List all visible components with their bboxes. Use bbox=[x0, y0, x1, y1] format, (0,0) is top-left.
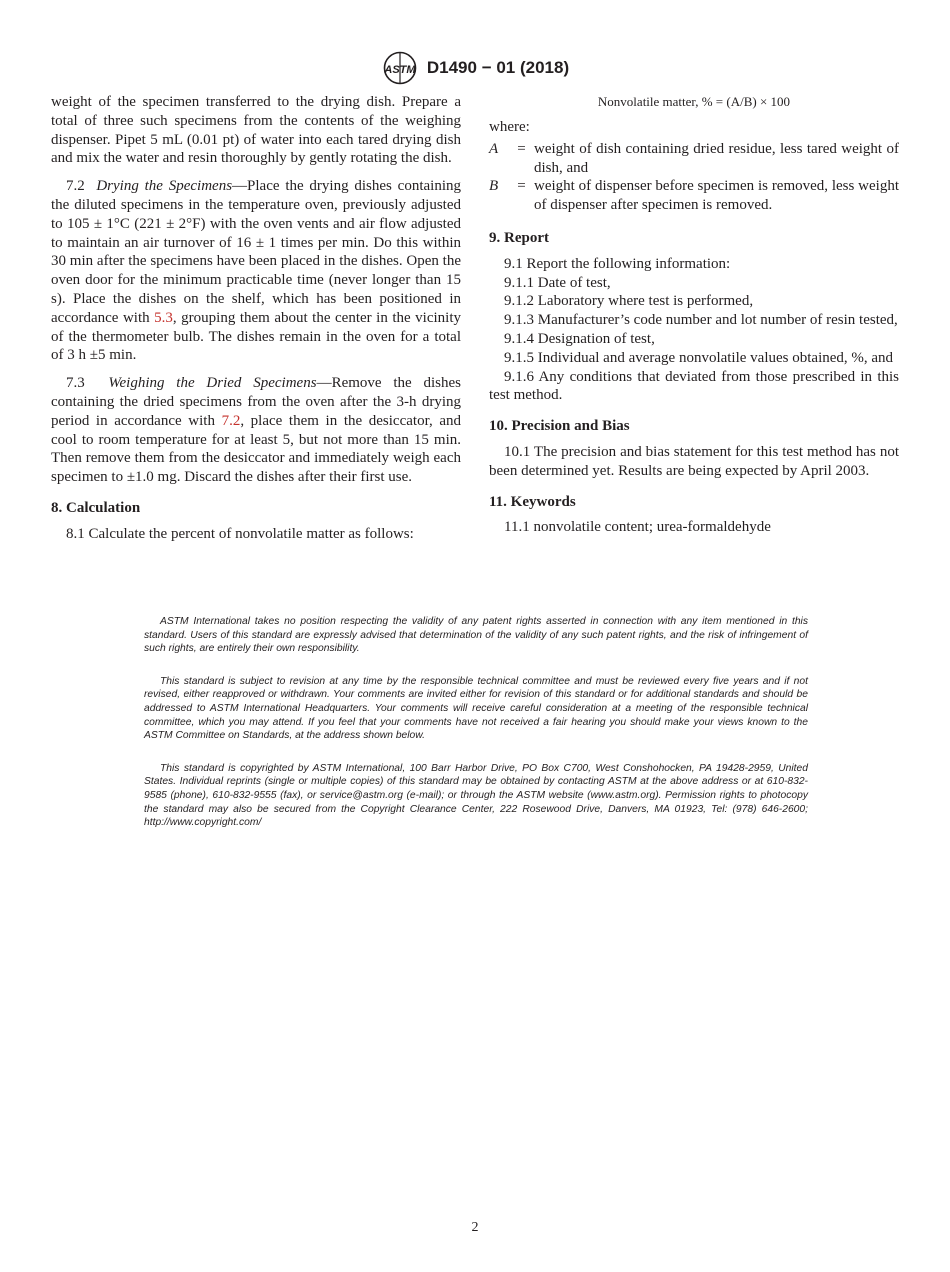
definition-variable: B bbox=[489, 178, 499, 195]
variable-definitions bbox=[489, 140, 899, 215]
para-text: , grouping them about the center in the vicinity of the thermometer bulb. The dishes remain in the oven for a total of 3 h ±5 min. bbox=[51, 309, 462, 364]
left-column bbox=[51, 93, 461, 544]
section-heading-keywords: 11. Keywords bbox=[489, 493, 576, 510]
paragraph-7-3 bbox=[51, 374, 461, 487]
standard-designation: D1490 − 01 (2018) bbox=[426, 58, 570, 77]
definition-equals: = bbox=[517, 140, 526, 157]
para-text: —Remove the dishes containing the dried specimens from the oven after the 3-h drying period in accordance with bbox=[51, 375, 461, 429]
right-column bbox=[489, 93, 899, 537]
para-text: —Place the drying dishes containing the diluted specimens in the temperature oven, previously adjusted to 105 ± 1°C (221 ± 2°F) with the oven vents and air flow adjusted to maintain an air turnover of 16 ± 1 times per min. Do this within 30 min after the specimens have been placed in the dishes. Open the oven door for the minimum practicable time (never longer than 15 s). Place the dishes on the shelf, which has been positioned in accordance with bbox=[51, 178, 461, 326]
revision-notice: This standard is subject to revision at any time by the responsible technical committee and must be reviewed every five years and if not revised, either reapproved or withdrawn. Your comments are invited either for revision of this standard or for additional standards and should be addressed to ASTM International Headquarters. Your comments will receive careful consideration at a meeting of the responsible technical committee, which you may attend. If you feel that your comments have not received a fair hearing you should make your views known to the ASTM Committee on Standards, at the address shown below. bbox=[144, 675, 808, 742]
section-ref-link[interactable]: 5.3 bbox=[154, 309, 173, 326]
equation: Nonvolatile matter, % = (A/B) × 100 bbox=[597, 94, 791, 109]
section-heading-calculation: 8. Calculation bbox=[51, 499, 141, 516]
copyright-notice: This standard is copyrighted by ASTM International, 100 Barr Harbor Drive, PO Box C700, West Conshohocken, PA 19428-2959, United States. Individual reprints (single or multiple copies) of this standard may be obtained by contacting ASTM at the above address or at 610-832-9585 (phone), 610-832-9555 (fax), or service@astm.org (e-mail); or through the ASTM website (www.astm.org). Permission rights to photocopy the standard may also be secured from the Copyright Clearance Center, 222 Rosewood Drive, Danvers, MA 01923, Tel: (978) 646-2600; http://www.copyright.com/ bbox=[144, 762, 808, 829]
paragraph-10-1: 10.1 The precision and bias statement for this test method has not been determined yet. Results are being expected by April 2003. bbox=[489, 443, 899, 479]
patent-notice: ASTM International takes no position respecting the validity of any patent rights asserted in connection with any item mentioned in this standard. Users of this standard are expressly advised that determination of the validity of any such patent rights, and the risk of infringement of such rights, are entirely their own responsibility. bbox=[144, 616, 808, 655]
list-item: 9.1.3 Manufacturer’s code number and lot number of resin tested, bbox=[504, 312, 898, 329]
para-title: Drying the Specimens bbox=[96, 178, 233, 195]
paragraph-7-2 bbox=[51, 177, 461, 365]
definition-equals: = bbox=[517, 178, 526, 195]
page-number: 2 bbox=[471, 1220, 479, 1235]
para-number: 7.3 bbox=[66, 375, 85, 392]
list-item: 9.1.2 Laboratory where test is performed, bbox=[504, 293, 754, 310]
section-heading-report: 9. Report bbox=[489, 229, 549, 246]
definition-row bbox=[489, 140, 899, 178]
definition-text: weight of dispenser before specimen is removed, less weight of dispenser after specimen is removed. bbox=[534, 178, 899, 214]
continuation-paragraph: weight of the specimen transferred to the drying dish. Prepare a total of three such specimens from the contents of the weighing dispenser. Pipet 5 mL (0.01 pt) of water into each tared drying dish and mix the water and resin thoroughly by gently rotating the dish. bbox=[51, 94, 461, 167]
para-title: Weighing the Dried Specimens bbox=[108, 375, 317, 392]
where-label: where: bbox=[489, 119, 530, 135]
definition-variable: A bbox=[489, 140, 499, 157]
definition-row bbox=[489, 177, 899, 215]
list-item: 9.1.6 Any conditions that deviated from those prescribed in this test method. bbox=[489, 368, 899, 404]
svg-text:ASTM: ASTM bbox=[384, 64, 416, 76]
para-text: , place them in the desiccator, and cool to room temperature for at least 5, but not more than 15 min. Then remove them from the desiccator and immediately weigh each specimen to ±1.0 mg. Discard the dishes after their first use. bbox=[51, 412, 461, 486]
legal-notices bbox=[144, 615, 808, 849]
definition-text: weight of dish containing dried residue, less tared weight of dish, and bbox=[534, 140, 899, 176]
list-item: 9.1.5 Individual and average nonvolatile values obtained, %, and bbox=[504, 349, 894, 366]
section-heading-precision: 10. Precision and Bias bbox=[489, 418, 630, 435]
paragraph-11-1: 11.1 nonvolatile content; urea-formaldehyde bbox=[504, 519, 771, 536]
section-ref-link[interactable]: 7.2 bbox=[221, 412, 241, 429]
paragraph-8-1: 8.1 Calculate the percent of nonvolatile matter as follows: bbox=[66, 525, 414, 542]
list-item: 9.1.4 Designation of test, bbox=[504, 330, 655, 347]
page-header bbox=[0, 50, 950, 86]
astm-logo-icon bbox=[381, 51, 419, 85]
para-number: 7.2 bbox=[66, 178, 85, 195]
list-item: 9.1 Report the following information: bbox=[504, 255, 731, 272]
list-item: 9.1.1 Date of test, bbox=[504, 274, 611, 291]
